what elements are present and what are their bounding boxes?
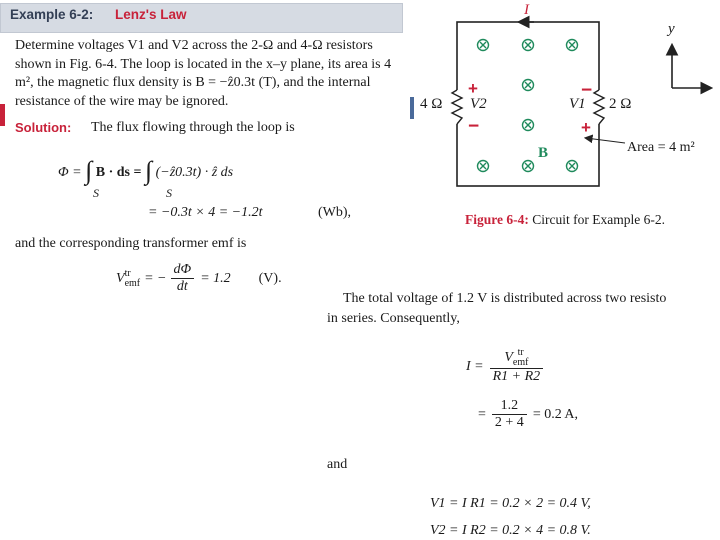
example-label: Example 6-2:: [10, 7, 94, 22]
example-title: Lenz's Law: [115, 7, 187, 22]
emf-equation: [116, 262, 282, 295]
total-voltage-line-2: in series. Consequently,: [327, 311, 460, 326]
margin-marker: [0, 104, 5, 126]
b-field-label: B: [538, 145, 549, 161]
current-result: [478, 398, 578, 431]
current-equation: [466, 348, 543, 385]
y-axis-label: y: [668, 21, 675, 37]
integral-subscript-1: S: [93, 186, 99, 200]
total-voltage-line-1: The total voltage of 1.2 V is distributed across two resisto: [343, 291, 667, 306]
emf-equals: = −: [144, 270, 167, 286]
emf-unit: (V).: [258, 270, 282, 286]
solution-intro: The flux flowing through the loop is: [91, 120, 295, 135]
figure-caption-label: Figure 6-4:: [465, 212, 529, 227]
v1-label: V1: [569, 96, 586, 112]
flux-integrand-2: (−ẑ0.3t) · ẑ ds: [155, 165, 234, 181]
plus-sign-right: +: [581, 118, 591, 137]
emf-symbol: V tr emf: [116, 267, 141, 289]
v1-equation: V1 = I R1 = 0.2 × 2 = 0.4 V,: [430, 496, 591, 511]
current-equals: =: [478, 406, 486, 422]
current-value: = 0.2 A,: [532, 406, 579, 422]
flux-result: = −0.3t × 4 = −1.2t: [148, 205, 263, 220]
emf-intro: and the corresponding transformer emf is: [15, 236, 247, 251]
v2-label: V2: [470, 96, 487, 112]
and-text: and: [327, 457, 348, 472]
flux-unit: (Wb),: [318, 205, 352, 220]
resistor-left-label: 4 Ω: [420, 96, 443, 112]
plus-sign-left: +: [468, 79, 478, 98]
figure-caption-text: Circuit for Example 6-2.: [532, 212, 665, 227]
current-lhs: I =: [466, 358, 484, 374]
area-pointer-arrow: [586, 138, 625, 143]
figure-caption: [465, 212, 665, 228]
emf-value: = 1.2: [200, 270, 231, 286]
b-field-symbols: [478, 40, 578, 172]
integral-subscript-2: S: [166, 186, 172, 200]
integral-sign-2: ∫: [144, 156, 153, 185]
current-fraction-numeric: $\frac{1.2}{2 + 4}$: [492, 398, 527, 431]
flux-equation: [58, 158, 233, 188]
v2-equation: V2 = I R2 = 0.2 × 4 = 0.8 V.: [430, 523, 591, 538]
solution-label: Solution:: [15, 120, 72, 135]
minus-sign-right: −: [581, 80, 593, 101]
flux-lhs: Φ =: [58, 165, 82, 181]
current-fraction: V tr emf R1 + R2: [490, 348, 544, 385]
current-label: I: [524, 2, 529, 18]
resistor-right-label: 2 Ω: [609, 96, 632, 112]
flux-integrand-1: B · ds =: [95, 165, 142, 181]
emf-derivative: $\frac{d\Phi}{dt}$: [171, 262, 195, 295]
area-label: Area = 4 m²: [627, 140, 695, 155]
minus-sign-left: −: [468, 116, 480, 137]
left-edge-marker: [410, 97, 414, 119]
problem-statement: Determine voltages V1 and V2 across the 2-Ω and 4-Ω resistors shown in Fig. 6-4. The loop is located in the x–y plane, its area is 4 m², the magnetic flux density is B = −ẑ0.3t (T), and the internal resistance of the wire may be ignored.: [15, 38, 392, 109]
integral-sign-1: ∫: [85, 156, 93, 185]
